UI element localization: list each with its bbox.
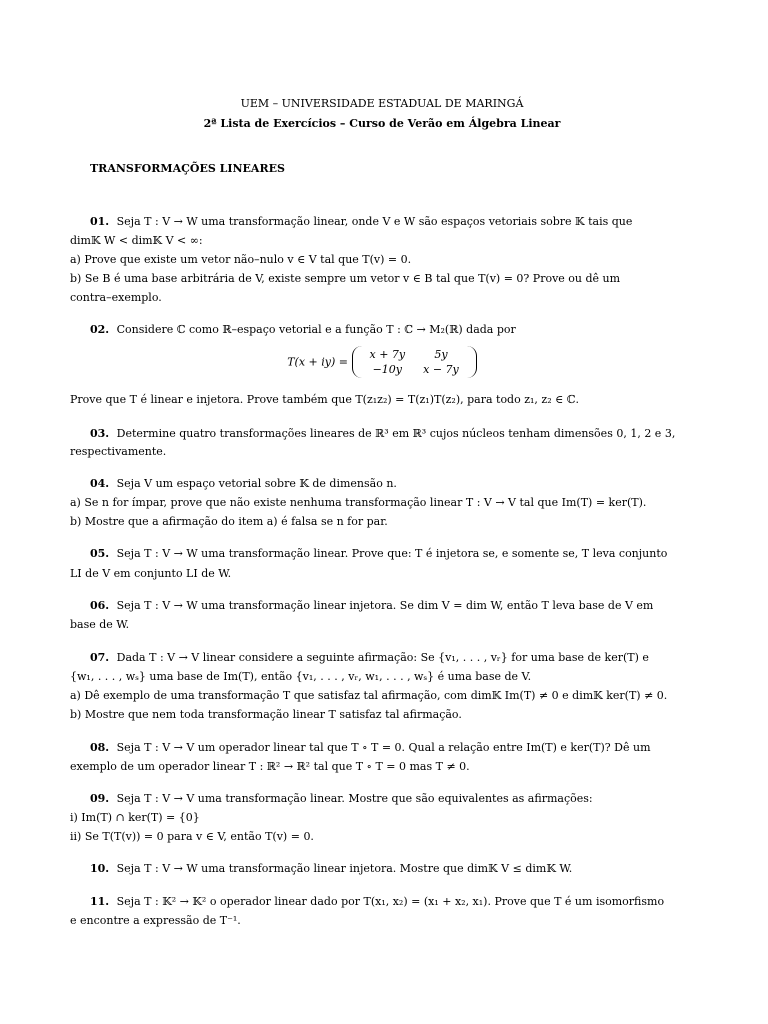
exercise-item-ii: ii) Se T(T(v)) = 0 para v ∈ V, então T(v) = 0. [70,830,314,843]
exercise-line: {w₁, . . . , wₛ} uma base de Im(T), então {v₁, . . . , vᵣ, w₁, . . . , wₛ} é uma base de V. [70,670,532,683]
exercise-number: 10. [90,862,110,875]
exercise-line [90,739,694,756]
exercise-number: 11. [90,895,110,908]
exercise-text: Seja T : V → W uma transformação linear injetora. Se dim V = dim W, então T leva base de V em [116,599,654,612]
section-title: TRANSFORMAÇÕES LINEARES [90,162,285,175]
exercise-line [90,790,694,807]
exercise-text: Seja T : 𝕂² → 𝕂² o operador linear dado por T(x₁, x₂) = (x₁ + x₂, x₁). Prove que T é um isomorfismo [116,895,665,908]
exercise-item-b: b) Se B é uma base arbitrária de V, existe sempre um vetor v ∈ B tal que T(v) = 0? Prove ou dê um [70,272,621,285]
university-header: UEM – UNIVERSIDADE ESTADUAL DE MARINGÁ [240,97,524,110]
exercise-line [90,475,694,492]
exercise-line: dim𝕂 W < dim𝕂 V < ∞: [70,234,203,247]
exercise-number: 09. [90,792,110,805]
document-page [70,0,694,1024]
exercise-line: base de W. [70,618,130,631]
matrix [352,346,477,378]
exercise-number: 01. [90,215,110,228]
exercise-number: 06. [90,599,110,612]
exercise-text: Seja V um espaço vetorial sobre 𝕂 de dimensão n. [116,477,397,490]
matrix-equation [70,346,694,378]
exercise-line [90,213,694,230]
matrix-entry: −10y [372,363,403,376]
exercise-text: Dada T : V → V linear considere a seguinte afirmação: Se {v₁, . . . , vᵣ} for uma base de ker(T) e [116,651,649,664]
exercise-line [90,893,694,910]
exercise-text: Seja T : V → W uma transformação linear, onde V e W são espaços vetoriais sobre 𝕂 tais que [116,215,633,228]
exercise-line: LI de V em conjunto LI de W. [70,567,232,580]
matrix-entry: 5y [434,348,448,361]
exercise-line: contra–exemplo. [70,291,162,304]
exercise-line: Prove que T é linear e injetora. Prove também que T(z₁z₂) = T(z₁)T(z₂), para todo z₁, z₂ ∈ ℂ. [70,393,580,406]
exercise-line: exemplo de um operador linear T : ℝ² → ℝ² tal que T ∘ T = 0 mas T ≠ 0. [70,760,470,773]
exercise-text: Seja T : V → W uma transformação linear injetora. Mostre que dim𝕂 V ≤ dim𝕂 W. [116,862,573,875]
exercise-item-a: a) Prove que existe um vetor não–nulo v ∈ V tal que T(v) = 0. [70,253,412,266]
exercise-line [90,545,694,562]
equation-lhs: T(x + iy) = [287,355,348,369]
exercise-number: 07. [90,651,110,664]
matrix-entry: x + 7y [369,348,406,361]
exercise-text: Determine quatro transformações lineares de ℝ³ em ℝ³ cujos núcleos tenham dimensões 0, 1, 2 e 3, [116,427,676,440]
exercise-line [90,649,694,666]
exercise-line: respectivamente. [70,445,167,458]
exercise-number: 02. [90,323,110,336]
matrix-entry: x − 7y [423,363,459,376]
exercise-line: e encontre a expressão de T⁻¹. [70,914,241,927]
exercise-item-i: i) Im(T) ∩ ker(T) = {0} [70,811,200,824]
exercise-line [90,860,694,877]
exercise-line [90,321,694,338]
exercise-text: Seja T : V → W uma transformação linear. Prove que: T é injetora se, e somente se, T leva conjunto [116,547,668,560]
exercise-number: 04. [90,477,110,490]
exercise-text: Considere ℂ como ℝ–espaço vetorial e a função T : ℂ → M₂(ℝ) dada por [116,323,516,336]
exercise-text: Seja T : V → V uma transformação linear. Mostre que são equivalentes as afirmações: [116,792,593,805]
exercise-number: 03. [90,427,110,440]
exercise-item-a: a) Se n for ímpar, prove que não existe nenhuma transformação linear T : V → V tal que Im(T) = ker(T). [70,496,647,509]
exercise-number: 08. [90,741,110,754]
exercise-item-a: a) Dê exemplo de uma transformação T que satisfaz tal afirmação, com dim𝕂 Im(T) ≠ 0 e dim𝕂 ker(T) ≠ 0. [70,689,668,702]
exercise-line [90,597,694,614]
exercise-item-b: b) Mostre que a afirmação do item a) é falsa se n for par. [70,515,388,528]
list-title: 2ª Lista de Exercícios – Curso de Verão em Álgebra Linear [203,117,561,130]
exercise-text: Seja T : V → V um operador linear tal que T ∘ T = 0. Qual a relação entre Im(T) e ker(T)? Dê um [116,741,651,754]
exercise-line [90,425,694,442]
exercise-item-b: b) Mostre que nem toda transformação linear T satisfaz tal afirmação. [70,708,462,721]
exercise-number: 05. [90,547,110,560]
